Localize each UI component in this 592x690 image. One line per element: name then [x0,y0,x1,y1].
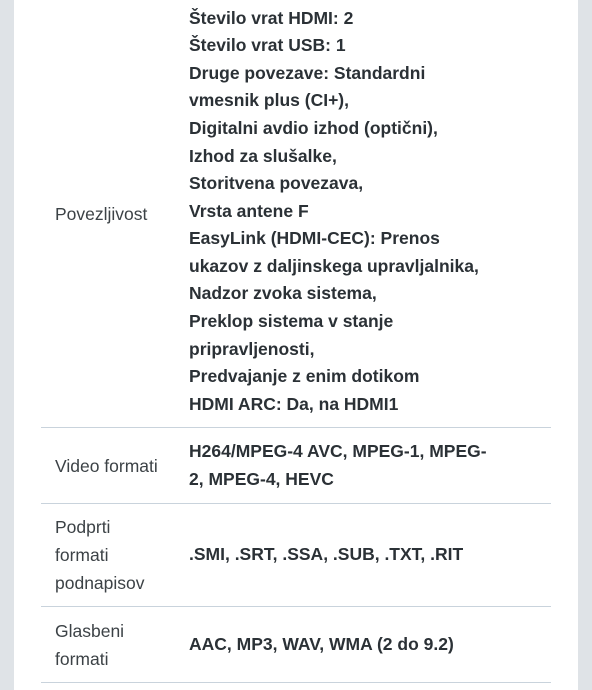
spec-value-line: EasyLink (HDMI-CEC): Prenos [189,228,440,249]
spec-value-line: vmesnik plus (CI+), [189,90,349,111]
spec-value-video [189,438,551,493]
spec-value-line: Druge povezave: Standardni [189,62,426,83]
spec-label-video: Video formati [55,455,158,476]
spec-value-line: pripravljenosti, [189,338,315,359]
spec-value-line: Število vrat HDMI: 2 [189,7,354,28]
spec-row-subtitles [41,504,551,607]
spec-row-next [41,683,551,690]
spec-label-audio [41,617,189,673]
spec-label-connectivity: Povezljivost [55,203,148,224]
spec-table [41,0,551,690]
spec-value-line: Storitvena povezava, [189,173,364,194]
spec-label-subtitles [41,513,189,597]
spec-value-line: Nadzor zvoka sistema, [189,283,377,304]
spec-value-line: HDMI ARC: Da, na HDMI1 [189,393,399,414]
spec-value-line: 2, MPEG-4, HEVC [189,468,334,489]
spec-value-connectivity [189,5,551,419]
spec-value-line: Preklop sistema v stanje [189,311,394,332]
spec-label-line: Glasbeni [55,620,125,641]
spec-row-audio [41,607,551,683]
spec-value-line: Predvajanje z enim dotikom [189,366,420,387]
spec-label-line: formati [55,545,109,565]
spec-value-audio: AAC, MP3, WAV, WMA (2 do 9.2) [189,633,454,654]
spec-row-connectivity [41,0,551,428]
spec-value-line: Digitalni avdio izhod (optični), [189,117,438,138]
spec-value-line: Število vrat USB: 1 [189,35,346,56]
spec-label-line: Podprti [55,517,111,537]
spec-card [14,0,578,690]
spec-row-video [41,428,551,504]
spec-label-line: formati [55,648,109,669]
spec-value-subtitles: .SMI, .SRT, .SSA, .SUB, .TXT, .RIT [189,544,464,565]
spec-value-line: ukazov z daljinskega upravljalnika, [189,255,479,276]
spec-value-line: Vrsta antene F [189,200,309,221]
spec-value-line: H264/MPEG-4 AVC, MPEG-1, MPEG- [189,440,487,461]
spec-label-line: podnapisov [55,573,145,593]
spec-value-line: Izhod za slušalke, [189,145,337,166]
